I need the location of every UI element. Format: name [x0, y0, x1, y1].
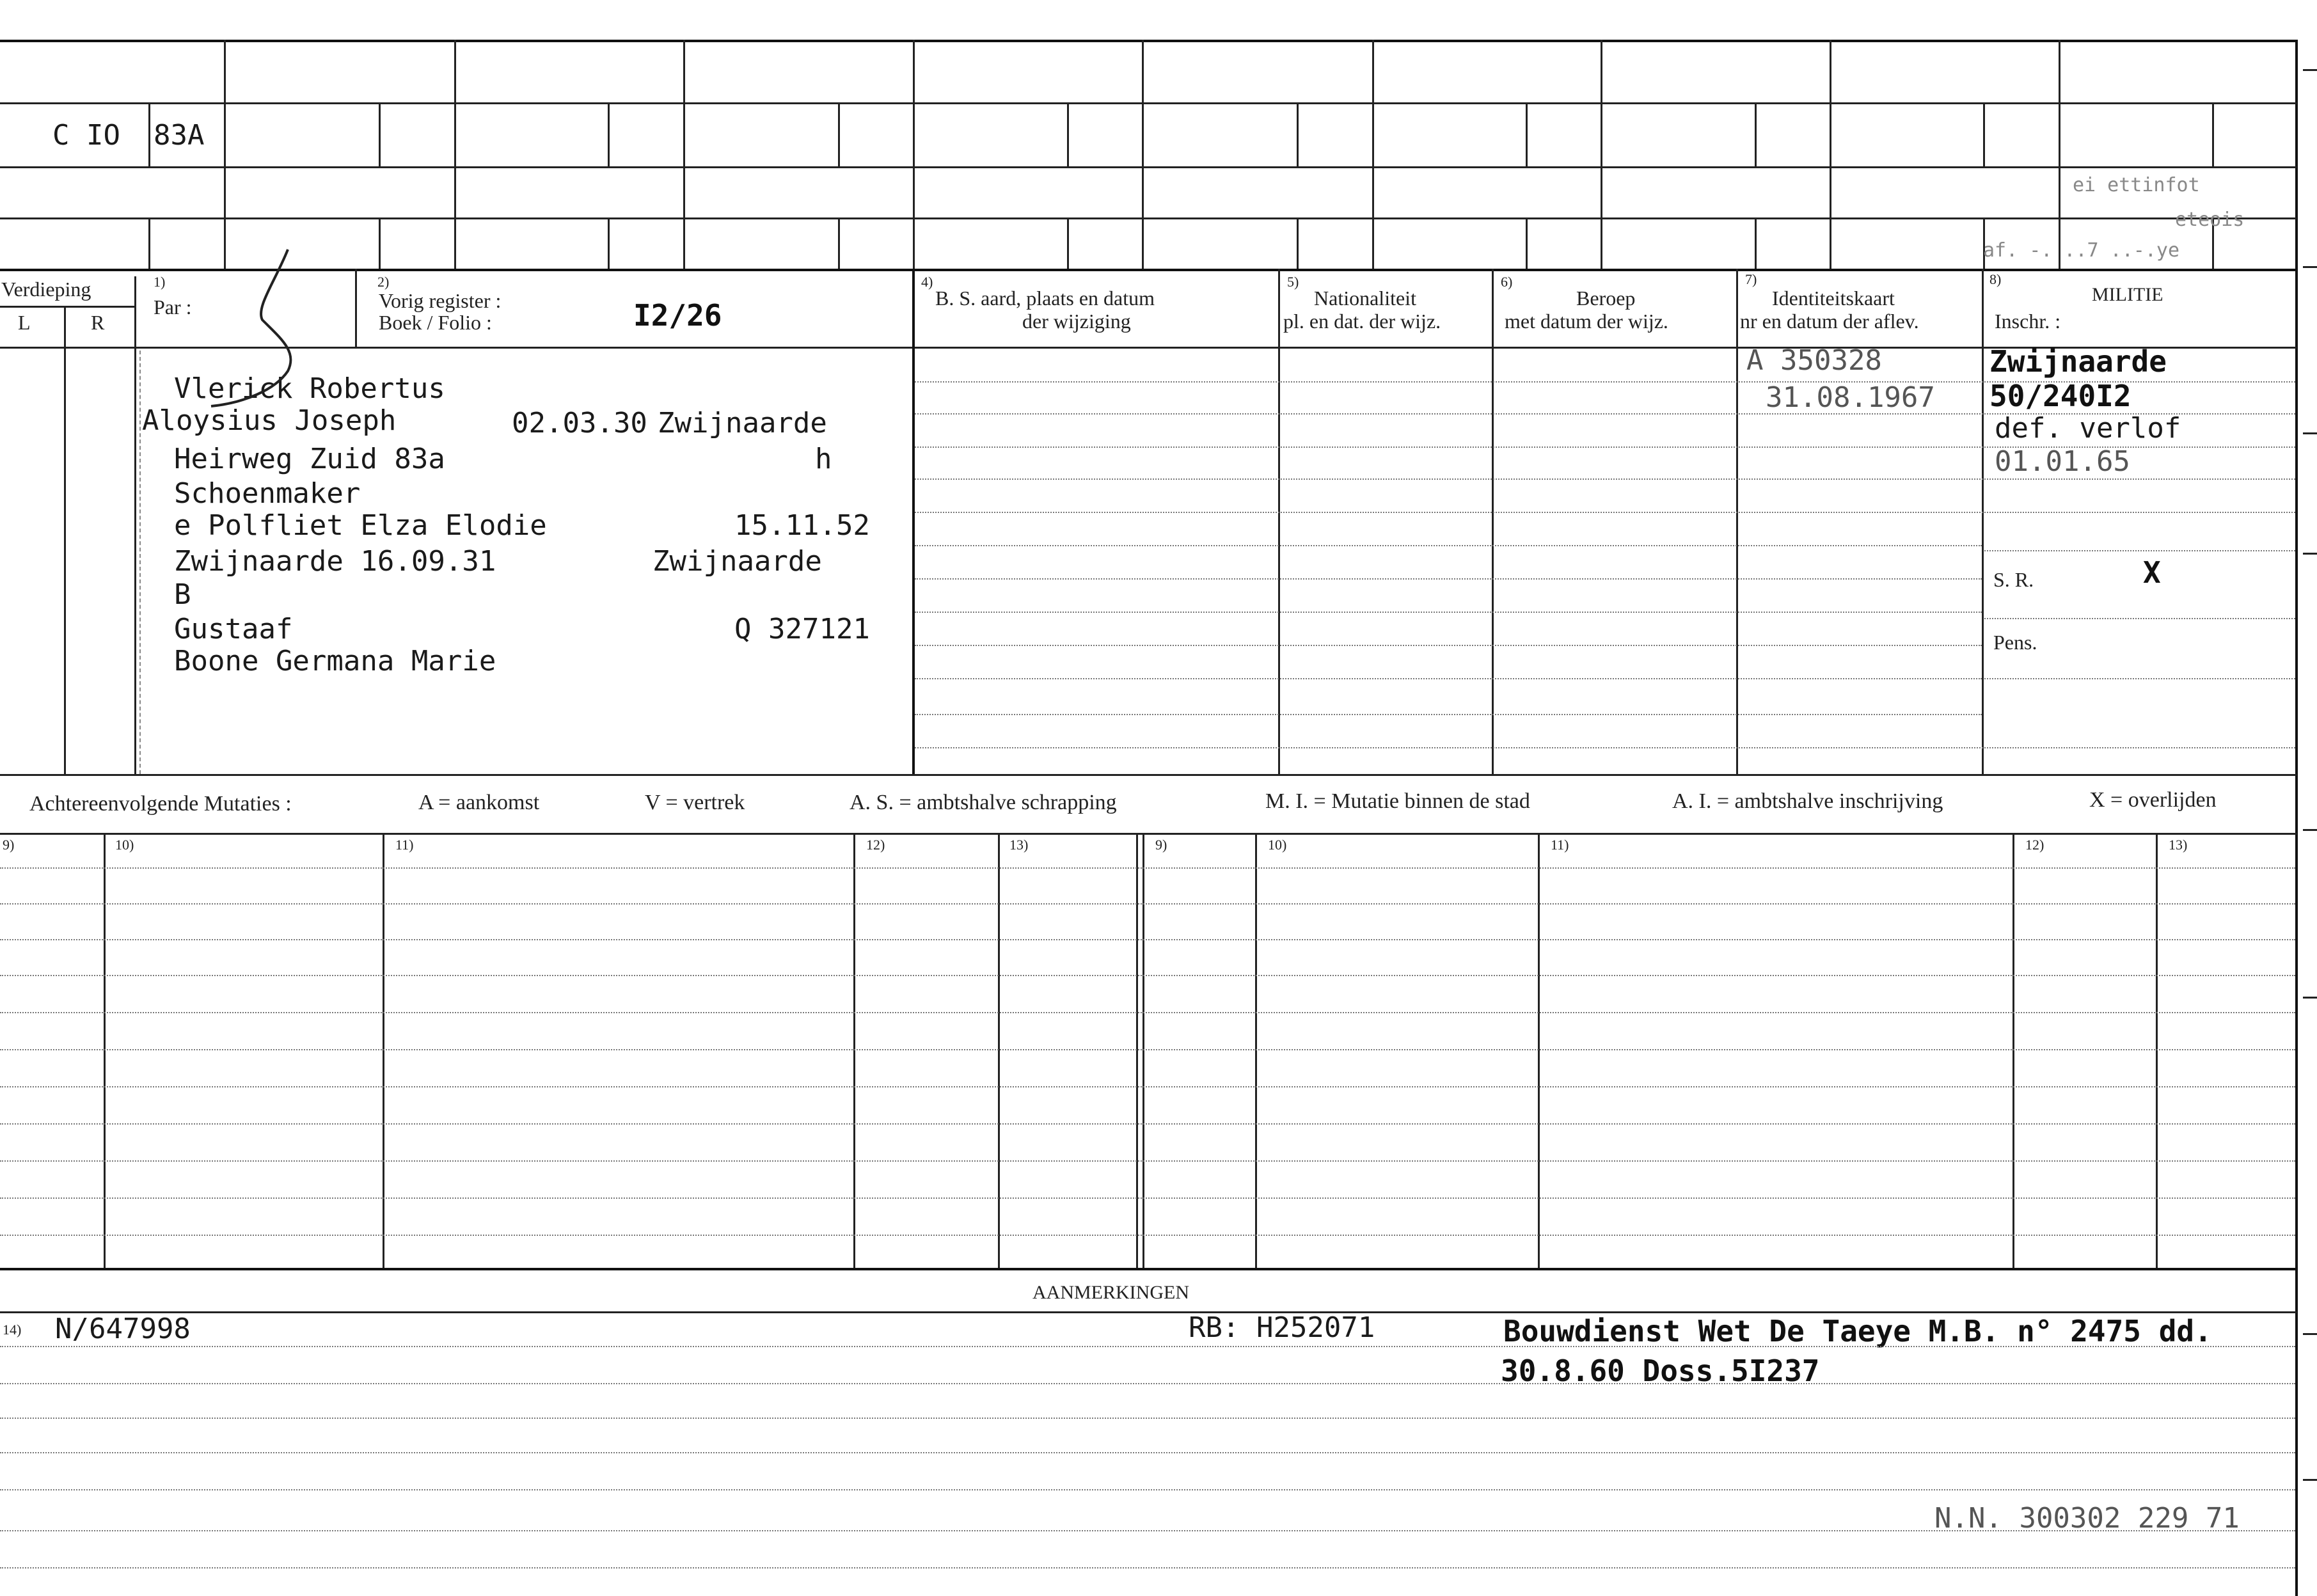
bs-header-line2: der wijziging	[1022, 310, 1131, 333]
header-subcol	[838, 102, 840, 166]
header-col	[683, 40, 685, 269]
record-address: Heirweg Zuid 83a	[174, 443, 445, 475]
remark-bouwdienst-line1: Bouwdienst Wet De Taeye M.B. n° 2475 dd.	[1503, 1314, 2212, 1348]
mutatie-col	[104, 833, 106, 1268]
aanmerkingen-header-line	[0, 1311, 2297, 1313]
record-spouse: e Polfliet Elza Elodie	[174, 509, 547, 542]
remark-row	[0, 1346, 2295, 1347]
sr-value: X	[2143, 555, 2161, 590]
record-surname: Vlerick Robertus	[174, 372, 445, 405]
verdieping-divider	[0, 306, 134, 308]
header-subcol	[379, 102, 381, 166]
legend-aankomst: A = aankomst	[418, 791, 540, 814]
legend-ambtshalve-schrapping: A. S. = ambtshalve schrapping	[850, 791, 1117, 814]
militie-number: 8)	[1989, 271, 2002, 287]
header-col	[1142, 40, 1144, 269]
record-bottom-line	[0, 774, 2297, 776]
id-number: 7)	[1745, 271, 1757, 287]
header-row-line-2	[0, 166, 2297, 168]
header-stamp-3: af. -. ..7 ..-.ye	[1983, 239, 2180, 262]
col-militie	[1982, 269, 1984, 774]
header-col	[454, 40, 456, 269]
edge-tick	[2303, 1333, 2317, 1335]
record-dotted-row	[915, 512, 2295, 513]
mutatie-row	[0, 1012, 2295, 1013]
militie-place: Zwijnaarde	[1989, 344, 2167, 379]
mutatie-col-label: 13)	[2169, 837, 2188, 853]
header-subcol	[1526, 102, 1528, 166]
col-verdieping	[134, 276, 136, 774]
id-header-line2: nr en datum der aflev.	[1740, 310, 1919, 333]
top-border	[0, 40, 2297, 42]
header-col	[1601, 40, 1602, 269]
edge-tick	[2303, 1479, 2317, 1481]
mutatie-row	[0, 1160, 2295, 1162]
mutatie-row	[0, 867, 2295, 869]
edge-tick	[2303, 432, 2317, 434]
header-col	[1830, 40, 1831, 269]
mutatie-col-label: 13)	[1009, 837, 1029, 853]
col-main	[912, 269, 915, 774]
mutatie-col	[2013, 833, 2014, 1268]
nat-number: 5)	[1287, 274, 1299, 290]
legend-overlijden: X = overlijden	[2089, 788, 2217, 812]
record-birth-date: 02.03.30	[512, 407, 647, 439]
inschr-label: Inschr. :	[1995, 310, 2061, 333]
bs-number: 4)	[921, 274, 933, 290]
handwritten-mark-icon	[186, 243, 326, 409]
header-col	[1372, 40, 1374, 269]
col-par	[355, 269, 357, 347]
edge-tick	[2303, 829, 2317, 831]
header-subcol	[1526, 217, 1528, 269]
header-col	[224, 40, 226, 269]
header-code: C IO	[52, 119, 120, 152]
record-dotted-row	[915, 678, 1982, 679]
mutatie-col-label: 12)	[866, 837, 885, 853]
header-subcol	[1297, 102, 1299, 166]
mutatie-row	[0, 1235, 2295, 1236]
record-father-code: Q 327121	[734, 613, 870, 645]
mutatie-col-label: 11)	[395, 837, 414, 853]
mutatie-col-label: 11)	[1551, 837, 1569, 853]
militie-dotted-row	[1984, 550, 2295, 551]
edge-tick	[2303, 553, 2317, 555]
militie-number: 50/240I2	[1989, 379, 2131, 413]
sr-label: S. R.	[1993, 568, 2034, 591]
militie-status: def. verlof	[1995, 412, 2181, 445]
record-dotted-row	[915, 478, 2295, 480]
mutatie-row	[0, 975, 2295, 976]
remark-row	[0, 1452, 2295, 1453]
header-col	[913, 40, 915, 269]
record-profession: Schoenmaker	[174, 477, 361, 510]
mutatie-col-label: 10)	[1268, 837, 1287, 853]
bs-header-line1: B. S. aard, plaats en datum	[935, 287, 1155, 310]
header-subcol	[2212, 102, 2214, 166]
header-subcol	[608, 217, 610, 269]
militie-dotted-row	[1984, 678, 2295, 679]
par-number: 1)	[154, 274, 166, 290]
id-header-line1: Identiteitskaart	[1772, 287, 1895, 310]
col-beroep	[1492, 269, 1494, 774]
record-spouse-birth: Zwijnaarde 16.09.31	[174, 545, 496, 578]
mutatie-col-label: 12)	[2025, 837, 2044, 853]
nat-header-line2: pl. en dat. der wijz.	[1283, 310, 1441, 333]
mutatie-col	[383, 833, 384, 1268]
edge-tick	[2303, 69, 2317, 71]
header-row-line-3	[0, 217, 2297, 219]
header-subcol	[1755, 102, 1757, 166]
remark-row	[0, 1489, 2295, 1490]
militie-dotted-row	[1984, 618, 2295, 619]
mutatie-row	[0, 903, 2295, 905]
militie-date: 01.01.65	[1995, 445, 2130, 478]
col-lr	[64, 306, 66, 774]
l-label: L	[18, 311, 31, 334]
aanmerkingen-number: 14)	[3, 1322, 22, 1338]
record-father: Gustaaf	[174, 613, 293, 645]
header-col	[2059, 40, 2060, 269]
mutatie-row	[0, 1197, 2295, 1199]
header-sub-code: 83A	[154, 119, 205, 152]
right-border	[2295, 40, 2298, 1596]
mutatie-col-label: 9)	[1155, 837, 1167, 853]
edge-tick	[2303, 997, 2317, 999]
mutatie-row	[0, 939, 2295, 940]
mutatie-col	[2156, 833, 2158, 1268]
mutatie-col	[853, 833, 855, 1268]
header-subcol	[838, 217, 840, 269]
id-card-date: 31.08.1967	[1766, 381, 1935, 414]
record-dotted-row	[915, 545, 1982, 546]
boek-folio-label: Boek / Folio :	[379, 311, 492, 334]
mutatie-col	[1136, 833, 1138, 1268]
pens-label: Pens.	[1993, 631, 2037, 654]
vorig-number: 2)	[377, 274, 390, 290]
header-stamp-2: eteois	[2175, 209, 2245, 231]
record-marriage-date: 15.11.52	[734, 509, 870, 542]
mutaties-header-line	[0, 833, 2297, 835]
header-row-line-1	[0, 102, 2297, 104]
legend-mutatie-binnen: M. I. = Mutatie binnen de stad	[1265, 789, 1530, 813]
remark-row	[0, 1383, 2295, 1384]
beroep-header-line1: Beroep	[1576, 287, 1636, 310]
boek-folio-value: I2/26	[633, 298, 722, 333]
mutatie-col-label: 9)	[3, 837, 15, 853]
header-subcol	[1067, 102, 1069, 166]
remark-n-number: N/647998	[55, 1313, 191, 1345]
edge-tick	[2303, 266, 2317, 268]
record-dotted-row	[915, 612, 1982, 613]
beroep-header-line2: met datum der wijz.	[1505, 310, 1668, 333]
aanmerkingen-label: AANMERKINGEN	[1032, 1282, 1189, 1303]
record-dotted-row	[915, 645, 1982, 646]
vorig-register-label: Vorig register :	[379, 289, 502, 312]
mutatie-row	[0, 1049, 2295, 1050]
record-birth-place: Zwijnaarde	[658, 407, 827, 439]
verdieping-label: Verdieping	[1, 278, 91, 301]
remark-bouwdienst-line2: 30.8.60 Doss.5I237	[1501, 1354, 1820, 1388]
nat-header-line1: Nationaliteit	[1314, 287, 1416, 310]
mutatie-col	[1255, 833, 1257, 1268]
record-given-names: Aloysius Joseph	[142, 404, 397, 437]
remark-rb: RB: H252071	[1189, 1311, 1375, 1344]
col-nat	[1278, 269, 1280, 774]
header-subcol	[148, 102, 150, 166]
militie-header: MILITIE	[2092, 284, 2163, 305]
par-label: Par :	[154, 296, 192, 319]
header-stamp-1: ei ettinfot	[2073, 174, 2200, 196]
beroep-number: 6)	[1501, 274, 1513, 290]
remark-row	[0, 1530, 2295, 1531]
aanmerkingen-top-line	[0, 1268, 2297, 1270]
record-spouse-place: Zwijnaarde	[652, 545, 822, 578]
header-subcol	[608, 102, 610, 166]
id-card-number: A 350328	[1746, 344, 1882, 377]
record-dotted-row	[915, 747, 2295, 748]
mutatie-col	[1538, 833, 1540, 1268]
legend-vertrek: V = vertrek	[645, 791, 745, 814]
header-subcol	[1755, 217, 1757, 269]
mutatie-col	[1143, 833, 1144, 1268]
record-dotted-row	[915, 578, 1982, 580]
remark-nn: N.N. 300302 229 71	[1934, 1502, 2240, 1535]
r-label: R	[91, 311, 105, 334]
mutatie-col	[998, 833, 1000, 1268]
remark-row	[0, 1418, 2295, 1419]
record-left-border	[139, 351, 141, 774]
header-subcol	[1067, 217, 1069, 269]
record-b-mark: B	[174, 578, 191, 611]
legend-ambtshalve-inschrijving: A. I. = ambtshalve inschrijving	[1672, 789, 1943, 813]
header-subcol	[1297, 217, 1299, 269]
record-h-mark: h	[815, 443, 832, 475]
header-subcol	[148, 217, 150, 269]
col-id	[1736, 269, 1738, 774]
header-row-line-4	[0, 269, 2297, 271]
mutaties-title: Achtereenvolgende Mutaties :	[29, 792, 292, 816]
column-header-line	[0, 347, 2297, 349]
mutatie-row	[0, 1086, 2295, 1087]
remark-row	[0, 1567, 2295, 1568]
mutatie-col-label: 10)	[115, 837, 134, 853]
header-subcol	[1983, 102, 1985, 166]
mutatie-row	[0, 1123, 2295, 1125]
record-mother: Boone Germana Marie	[174, 645, 496, 677]
record-dotted-row	[915, 714, 1982, 715]
header-subcol	[379, 217, 381, 269]
